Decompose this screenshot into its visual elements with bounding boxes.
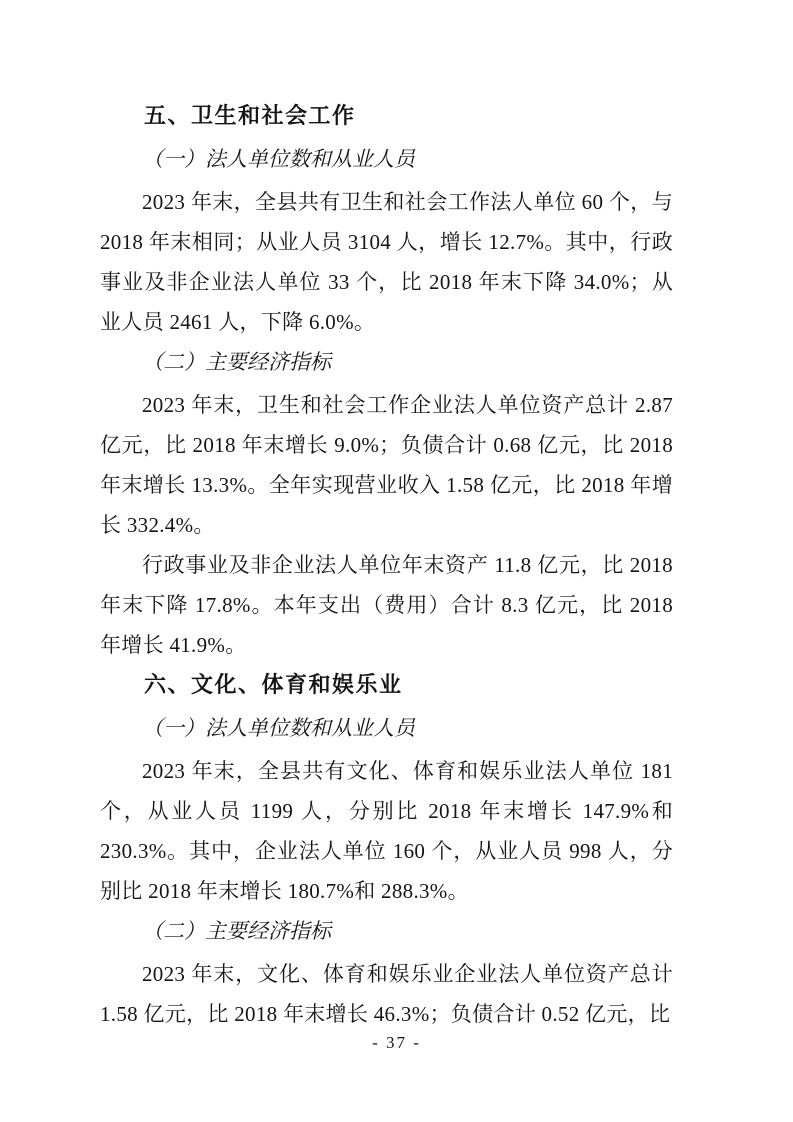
paragraph-health-enterprise-economics: 2023 年末，卫生和社会工作企业法人单位资产总计 2.87 亿元，比 2018 年末增长 9.0%；负债合计 0.68 亿元，比 2018 年末增长 13.3%。全年实现营业收入 1.58 亿元，比 2018 年增长 332.4%。 xyxy=(100,393,673,537)
page-footer xyxy=(0,1033,793,1053)
subheading-economic-indicators-2: （二）主要经济指标 xyxy=(142,919,331,943)
paragraph-health-units-employees: 2023 年末，全县共有卫生和社会工作法人单位 60 个，与 2018 年末相同；从业人员 3104 人，增长 12.7%。其中，行政事业及非企业法人单位 33 个，比 2018 年末下降 34.0%；从业人员 2461 人，下降 6.0%。 xyxy=(100,190,673,334)
section-heading-culture-sports-entertainment: 六、文化、体育和娱乐业 xyxy=(144,672,403,697)
paragraph-health-admin-noncorporate-economics: 行政事业及非企业法人单位年末资产 11.8 亿元，比 2018 年末下降 17.8%。本年支出（费用）合计 8.3 亿元，比 2018 年增长 41.9%。 xyxy=(100,553,673,657)
page-content xyxy=(100,96,673,1034)
page-number: - 37 - xyxy=(372,1033,421,1052)
paragraph-culture-enterprise-economics: 2023 年末，文化、体育和娱乐业企业法人单位资产总计 1.58 亿元，比 2018 年末增长 46.3%；负债合计 0.52 亿元，比 xyxy=(100,962,673,1026)
subheading-legal-units-employees-2: （一）法人单位数和从业人员 xyxy=(142,716,415,740)
subheading-economic-indicators-1: （二）主要经济指标 xyxy=(142,350,331,374)
section-heading-health-social-work: 五、卫生和社会工作 xyxy=(144,103,356,128)
paragraph-culture-units-employees: 2023 年末，全县共有文化、体育和娱乐业法人单位 181 个，从业人员 1199 人，分别比 2018 年末增长 147.9%和 230.3%。其中，企业法人单位 160 个，从业人员 998 人，分别比 2018 年末增长 180.7%和 288.3%。 xyxy=(100,759,673,903)
subheading-legal-units-employees-1: （一）法人单位数和从业人员 xyxy=(142,147,415,171)
